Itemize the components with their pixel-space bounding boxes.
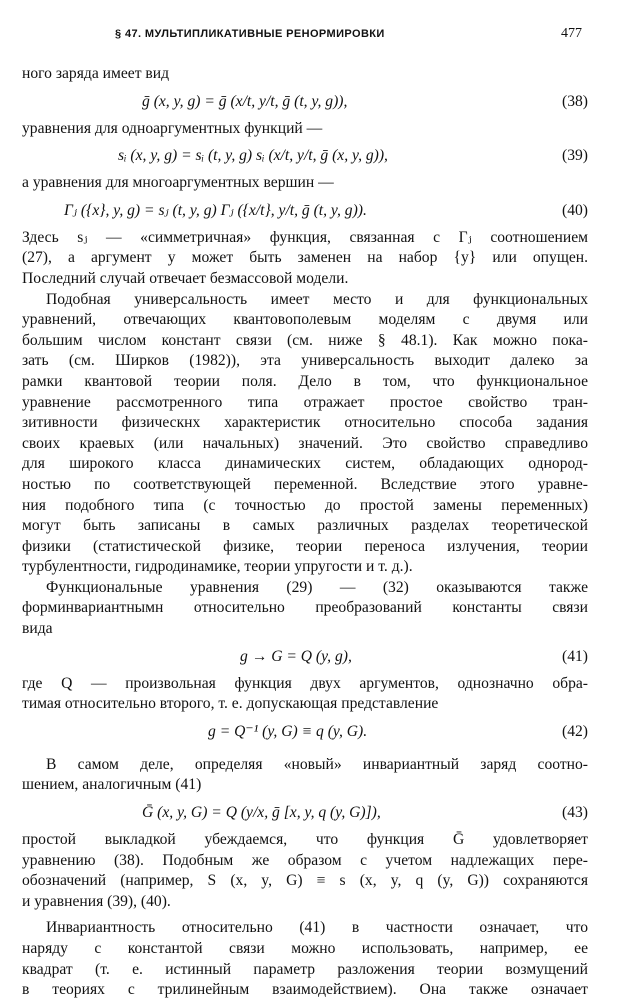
equation-41 <box>22 640 588 674</box>
equation-39-number: (39) <box>562 147 588 165</box>
text-line: зитивности физическнх характеристик относительно способа задания <box>22 414 588 432</box>
text-line: а уравнения для многоаргументных вершин — <box>22 174 334 192</box>
book-page <box>22 0 588 1000</box>
text-line: уравнение рассмотренного типа отражает простое свойство тран- <box>22 393 588 411</box>
text-line: шением, аналогичным (41) <box>22 776 202 794</box>
text-line: рамки квантовой теории поля. Дело в том, что функциональное <box>22 372 588 390</box>
text-line: где Q — произвольная функция двух аргументов, однозначно обра- <box>22 674 588 692</box>
text-line: ния подобного типа (с точностью до простой замены переменных) <box>22 496 588 514</box>
text-line: уравнения для одноаргументных функций — <box>22 119 323 137</box>
page-number: 477 <box>561 26 582 41</box>
text-line: Функциональные уравнения (29) — (32) оказываются также <box>46 578 588 596</box>
equation-41-body: g → G = Q (y, g), <box>240 647 352 665</box>
text-line: и уравнения (39), (40). <box>22 892 171 910</box>
text-line: вида <box>22 620 53 638</box>
equation-39-body: sᵢ (x, y, g) = sᵢ (t, y, g) sᵢ (x/t, y/t, ḡ (x, y, g)), <box>118 147 388 165</box>
text-line: (27), а аргумент y может быть заменен на набор {y} или опущен. <box>22 249 588 267</box>
text-line: турбулентности, гидродинамике, теории упругости и т. д.). <box>22 558 413 576</box>
equation-38-body: ḡ (x, y, g) = ḡ (x/t, y/t, ḡ (t, y, g)), <box>142 92 348 110</box>
equation-40 <box>22 194 588 228</box>
text-line: в теориях с трилинейным взаимодействием). Она также означает <box>22 981 588 999</box>
text-line: уравнений, отвечающих квантовополевым моделям с двумя или <box>22 311 588 329</box>
equation-40-body: Γⱼ ({x}, y, g) = sⱼ (t, y, g) Γⱼ ({x/t}, y/t, ḡ (t, y, g)). <box>64 201 367 219</box>
equation-43-body: Ḡ (x, y, G) = Q (y/x, ḡ [x, y, q (y, G)]), <box>142 804 381 822</box>
equation-42 <box>22 715 588 749</box>
text-line: зать (см. Ширков (1982)), эта универсальность выходит далеко за <box>22 352 588 370</box>
text-line: обозначений (например, S (x, y, G) ≡ s (x, y, q (y, G)) сохраняются <box>22 872 588 890</box>
text-line: своих краевых (или начальных) значений. Это свойство справедливо <box>22 434 588 452</box>
text-line: В самом деле, определяя «новый» инвариантный заряд соотно- <box>46 755 588 773</box>
text-line: Последний случай отвечает безмассовой модели. <box>22 269 349 287</box>
text-line: могут быть записаны в самых различных разделах теоретической <box>22 517 588 535</box>
text-line: уравнению (38). Подобным же образом с учетом надлежащих пере- <box>22 851 588 869</box>
equation-40-number: (40) <box>562 201 588 219</box>
text-line: для широкого класса динамических систем, обладающих однород- <box>22 455 588 473</box>
text-line: Инвариантность относительно (41) в частности означает, что <box>46 919 588 937</box>
running-head: § 47. МУЛЬТИПЛИКАТИВНЫЕ РЕНОРМИРОВКИ <box>115 28 385 40</box>
page-body <box>22 64 588 1001</box>
equation-42-body: g = Q⁻¹ (y, G) ≡ q (y, G). <box>208 722 368 740</box>
text-line: ного заряда имеет вид <box>22 65 170 82</box>
equation-38-number: (38) <box>562 92 588 110</box>
text-line: большим числом констант связи (см. ниже § 48.1). Как можно пока- <box>22 331 588 349</box>
equation-43-number: (43) <box>562 804 588 822</box>
equation-41-number: (41) <box>562 647 588 665</box>
text-line: простой выкладкой убеждаемся, что функция Ḡ удовлетворяет <box>22 831 588 849</box>
text-line: форминвариантнымн относительно преобразований константы связи <box>22 599 588 617</box>
text-line: Подобная универсальность имеет место и для функциональных <box>46 290 588 308</box>
text-line: физики (статистической физике, теории переноса излучения, теории <box>22 537 588 555</box>
equation-39 <box>22 139 588 173</box>
equation-43 <box>22 796 588 830</box>
text-line: тимая относительно второго, т. е. допускающая представление <box>22 695 439 713</box>
page-header <box>22 28 588 50</box>
text-line: наряду с константой связи можно использовать, например, ее <box>22 940 588 957</box>
text-line: квадрат (т. е. истинный параметр разложения теории возмущений <box>22 960 588 978</box>
equation-38 <box>22 85 588 119</box>
equation-42-number: (42) <box>562 722 588 740</box>
text-line: ностью по соответствующей переменной. Вследствие этого уравне- <box>22 475 588 493</box>
text-line: Здесь sⱼ — «симметричная» функция, связанная с Γⱼ соотношением <box>22 228 588 246</box>
